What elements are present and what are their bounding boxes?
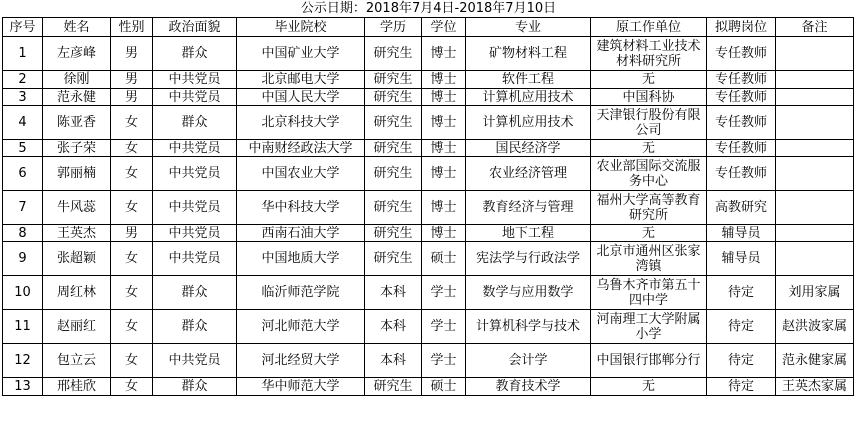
cell-degree: 学士 xyxy=(422,344,466,378)
cell-prev-unit: 建筑材料工业技术材料研究所 xyxy=(591,37,707,71)
cell-political: 中共党员 xyxy=(153,344,237,378)
cell-remark: 刘用家属 xyxy=(776,276,854,310)
cell-remark: 王英杰家属 xyxy=(776,378,854,396)
cell-political: 群众 xyxy=(153,37,237,71)
cell-political: 中共党员 xyxy=(153,225,237,242)
cell-school: 北京邮电大学 xyxy=(237,71,365,89)
cell-education: 研究生 xyxy=(365,157,422,191)
table-row xyxy=(3,225,854,242)
cell-gender: 男 xyxy=(111,37,153,71)
cell-degree: 博士 xyxy=(422,191,466,225)
cell-gender: 女 xyxy=(111,276,153,310)
cell-school: 中国地质大学 xyxy=(237,242,365,276)
cell-major: 软件工程 xyxy=(466,71,591,89)
cell-gender: 男 xyxy=(111,89,153,106)
cell-name: 陈亚香 xyxy=(43,106,111,140)
cell-political: 中共党员 xyxy=(153,71,237,89)
cell-degree: 博士 xyxy=(422,89,466,106)
cell-gender: 女 xyxy=(111,106,153,140)
cell-name: 左彦峰 xyxy=(43,37,111,71)
cell-no: 11 xyxy=(3,310,43,344)
cell-position: 辅导员 xyxy=(707,242,776,276)
cell-major: 数学与应用数学 xyxy=(466,276,591,310)
cell-remark: 范永健家属 xyxy=(776,344,854,378)
cell-degree: 学士 xyxy=(422,276,466,310)
cell-no: 6 xyxy=(3,157,43,191)
cell-political: 中共党员 xyxy=(153,242,237,276)
cell-prev-unit: 中国科协 xyxy=(591,89,707,106)
announcement-date-title: 公示日期：2018年7月4日-2018年7月10日 xyxy=(300,1,557,16)
cell-remark xyxy=(776,242,854,276)
table-row xyxy=(3,157,854,191)
cell-no: 3 xyxy=(3,89,43,106)
cell-position: 待定 xyxy=(707,344,776,378)
table-row xyxy=(3,37,854,71)
header-cell-position: 拟聘岗位 xyxy=(707,18,776,37)
cell-no: 4 xyxy=(3,106,43,140)
cell-education: 研究生 xyxy=(365,242,422,276)
cell-prev-unit: 北京市通州区张家湾镇 xyxy=(591,242,707,276)
cell-political: 中共党员 xyxy=(153,157,237,191)
cell-remark: 赵洪波家属 xyxy=(776,310,854,344)
cell-school: 北京科技大学 xyxy=(237,106,365,140)
header-cell-major: 专业 xyxy=(466,18,591,37)
cell-name: 范永健 xyxy=(43,89,111,106)
cell-remark xyxy=(776,140,854,157)
header-cell-political: 政治面貌 xyxy=(153,18,237,37)
cell-gender: 女 xyxy=(111,191,153,225)
cell-no: 1 xyxy=(3,37,43,71)
cell-no: 12 xyxy=(3,344,43,378)
table-row xyxy=(3,106,854,140)
cell-gender: 女 xyxy=(111,344,153,378)
cell-gender: 女 xyxy=(111,310,153,344)
cell-no: 8 xyxy=(3,225,43,242)
cell-political: 中共党员 xyxy=(153,89,237,106)
cell-no: 10 xyxy=(3,276,43,310)
cell-education: 本科 xyxy=(365,344,422,378)
cell-name: 邢桂欣 xyxy=(43,378,111,396)
cell-position: 待定 xyxy=(707,276,776,310)
table-row xyxy=(3,71,854,89)
cell-position: 辅导员 xyxy=(707,225,776,242)
header-cell-school: 毕业院校 xyxy=(237,18,365,37)
cell-prev-unit: 无 xyxy=(591,225,707,242)
table-row xyxy=(3,310,854,344)
table-row xyxy=(3,344,854,378)
cell-degree: 博士 xyxy=(422,71,466,89)
cell-remark xyxy=(776,225,854,242)
cell-name: 王英杰 xyxy=(43,225,111,242)
cell-school: 河北经贸大学 xyxy=(237,344,365,378)
table-body xyxy=(3,37,854,396)
cell-position: 专任教师 xyxy=(707,37,776,71)
cell-no: 2 xyxy=(3,71,43,89)
cell-position: 专任教师 xyxy=(707,89,776,106)
cell-education: 本科 xyxy=(365,276,422,310)
cell-education: 研究生 xyxy=(365,37,422,71)
cell-name: 郭丽楠 xyxy=(43,157,111,191)
cell-position: 专任教师 xyxy=(707,157,776,191)
cell-major: 计算机应用技术 xyxy=(466,89,591,106)
cell-prev-unit: 福州大学高等教育研究所 xyxy=(591,191,707,225)
header-cell-no: 序号 xyxy=(3,18,43,37)
cell-major: 会计学 xyxy=(466,344,591,378)
cell-remark xyxy=(776,71,854,89)
cell-name: 牛风蕊 xyxy=(43,191,111,225)
header-row xyxy=(3,18,854,37)
cell-major: 国民经济学 xyxy=(466,140,591,157)
cell-position: 高教研究 xyxy=(707,191,776,225)
cell-degree: 博士 xyxy=(422,157,466,191)
table-row xyxy=(3,89,854,106)
cell-major: 地下工程 xyxy=(466,225,591,242)
cell-position: 专任教师 xyxy=(707,71,776,89)
cell-name: 周红林 xyxy=(43,276,111,310)
cell-position: 专任教师 xyxy=(707,140,776,157)
cell-major: 计算机科学与技术 xyxy=(466,310,591,344)
cell-prev-unit: 中国银行邯郸分行 xyxy=(591,344,707,378)
cell-gender: 女 xyxy=(111,157,153,191)
cell-position: 待定 xyxy=(707,310,776,344)
cell-major: 计算机应用技术 xyxy=(466,106,591,140)
cell-education: 研究生 xyxy=(365,140,422,157)
cell-degree: 博士 xyxy=(422,225,466,242)
cell-education: 研究生 xyxy=(365,89,422,106)
cell-major: 农业经济管理 xyxy=(466,157,591,191)
header-cell-remark: 备注 xyxy=(776,18,854,37)
cell-gender: 男 xyxy=(111,71,153,89)
cell-prev-unit: 无 xyxy=(591,378,707,396)
cell-position: 专任教师 xyxy=(707,106,776,140)
cell-education: 研究生 xyxy=(365,225,422,242)
cell-remark xyxy=(776,89,854,106)
cell-major: 教育技术学 xyxy=(466,378,591,396)
cell-gender: 女 xyxy=(111,140,153,157)
table-row xyxy=(3,140,854,157)
cell-gender: 女 xyxy=(111,378,153,396)
cell-education: 本科 xyxy=(365,310,422,344)
cell-gender: 男 xyxy=(111,225,153,242)
table-row xyxy=(3,276,854,310)
cell-degree: 硕士 xyxy=(422,242,466,276)
header-cell-prev-unit: 原工作单位 xyxy=(591,18,707,37)
header-cell-degree: 学位 xyxy=(422,18,466,37)
cell-no: 7 xyxy=(3,191,43,225)
cell-remark xyxy=(776,106,854,140)
cell-name: 张超颖 xyxy=(43,242,111,276)
cell-political: 群众 xyxy=(153,106,237,140)
cell-major: 矿物材料工程 xyxy=(466,37,591,71)
cell-school: 中国农业大学 xyxy=(237,157,365,191)
cell-school: 临沂师范学院 xyxy=(237,276,365,310)
cell-remark xyxy=(776,157,854,191)
cell-political: 群众 xyxy=(153,310,237,344)
cell-education: 研究生 xyxy=(365,378,422,396)
table-row xyxy=(3,191,854,225)
cell-prev-unit: 天津银行股份有限公司 xyxy=(591,106,707,140)
cell-political: 中共党员 xyxy=(153,191,237,225)
table-row xyxy=(3,378,854,396)
cell-prev-unit: 无 xyxy=(591,71,707,89)
cell-degree: 学士 xyxy=(422,310,466,344)
cell-degree: 硕士 xyxy=(422,378,466,396)
cell-name: 张子荣 xyxy=(43,140,111,157)
cell-school: 华中科技大学 xyxy=(237,191,365,225)
cell-major: 教育经济与管理 xyxy=(466,191,591,225)
header-cell-gender: 性别 xyxy=(111,18,153,37)
cell-education: 研究生 xyxy=(365,71,422,89)
cell-prev-unit: 河南理工大学附属小学 xyxy=(591,310,707,344)
cell-political: 群众 xyxy=(153,378,237,396)
cell-name: 包立云 xyxy=(43,344,111,378)
cell-name: 赵丽红 xyxy=(43,310,111,344)
cell-school: 中国矿业大学 xyxy=(237,37,365,71)
cell-prev-unit: 乌鲁木齐市第五十四中学 xyxy=(591,276,707,310)
cell-education: 研究生 xyxy=(365,106,422,140)
cell-degree: 博士 xyxy=(422,37,466,71)
cell-position: 待定 xyxy=(707,378,776,396)
cell-degree: 博士 xyxy=(422,106,466,140)
cell-remark xyxy=(776,37,854,71)
header-cell-name: 姓名 xyxy=(43,18,111,37)
cell-school: 中南财经政法大学 xyxy=(237,140,365,157)
cell-no: 9 xyxy=(3,242,43,276)
cell-school: 河北师范大学 xyxy=(237,310,365,344)
recruitment-table xyxy=(2,17,854,396)
cell-political: 中共党员 xyxy=(153,140,237,157)
cell-no: 5 xyxy=(3,140,43,157)
cell-major: 宪法学与行政法学 xyxy=(466,242,591,276)
cell-school: 华中师范大学 xyxy=(237,378,365,396)
cell-no: 13 xyxy=(3,378,43,396)
cell-school: 中国人民大学 xyxy=(237,89,365,106)
cell-degree: 博士 xyxy=(422,140,466,157)
cell-political: 群众 xyxy=(153,276,237,310)
cell-school: 西南石油大学 xyxy=(237,225,365,242)
cell-name: 徐刚 xyxy=(43,71,111,89)
table-row xyxy=(3,242,854,276)
cell-education: 研究生 xyxy=(365,191,422,225)
cell-prev-unit: 无 xyxy=(591,140,707,157)
header-cell-education: 学历 xyxy=(365,18,422,37)
cell-gender: 女 xyxy=(111,242,153,276)
cell-remark xyxy=(776,191,854,225)
cell-prev-unit: 农业部国际交流服务中心 xyxy=(591,157,707,191)
